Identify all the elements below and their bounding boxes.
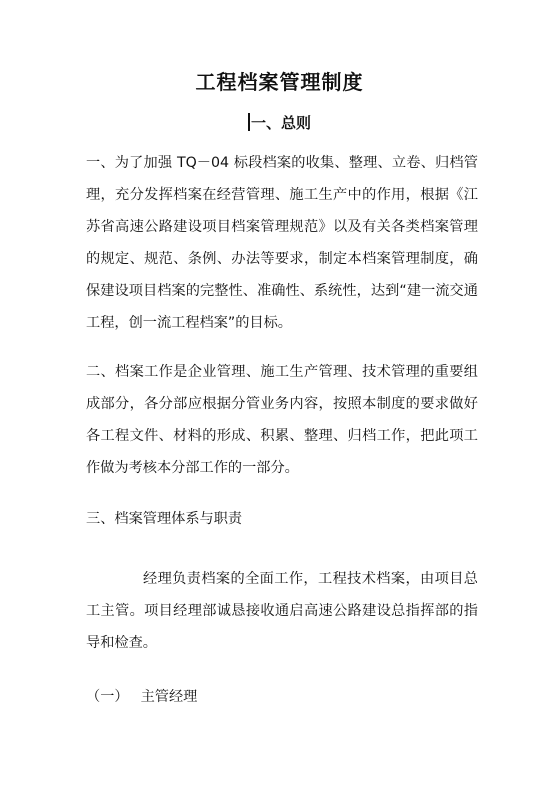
paragraph-3: 三、档案管理体系与职责: [86, 511, 243, 527]
paragraph-4: 经理负责档案的全面工作，工程技术档案，由项目总工主管。项目经理部诚恳接收通启高速公路建设总指挥部的指导和检查。: [86, 571, 478, 651]
subheading-text: 主管经理: [140, 689, 198, 705]
section-heading: [0, 112, 559, 133]
document-title: 工程档案管理制度: [195, 70, 364, 94]
paragraph-2: 二、档案工作是企业管理、施工生产管理、技术管理的重要组成部分，各分部应根据分管业务内容，按照本制度的要求做好各工程文件、材料的形成、积累、整理、归档工作，把此项工作做为考核本分部工作的一部分。: [86, 364, 478, 476]
subheading: [86, 681, 478, 713]
text-cursor: [248, 113, 250, 131]
subheading-number: （一）: [86, 689, 129, 705]
paragraph-1: 一、为了加强 TQ－04 标段档案的收集、整理、立卷、归档管理，充分发挥档案在经营管理、施工生产中的作用，根据《江苏省高速公路建设项目档案管理规范》以及有关各类档案管理的规定、规范、条例、办法等要求，制定本档案管理制度，确保建设项目档案的完整性、准确性、系统性，达到“建一流交通工程，创一流工程档案”的目标。: [86, 155, 478, 331]
section-heading-text: 一、总则: [250, 114, 311, 132]
